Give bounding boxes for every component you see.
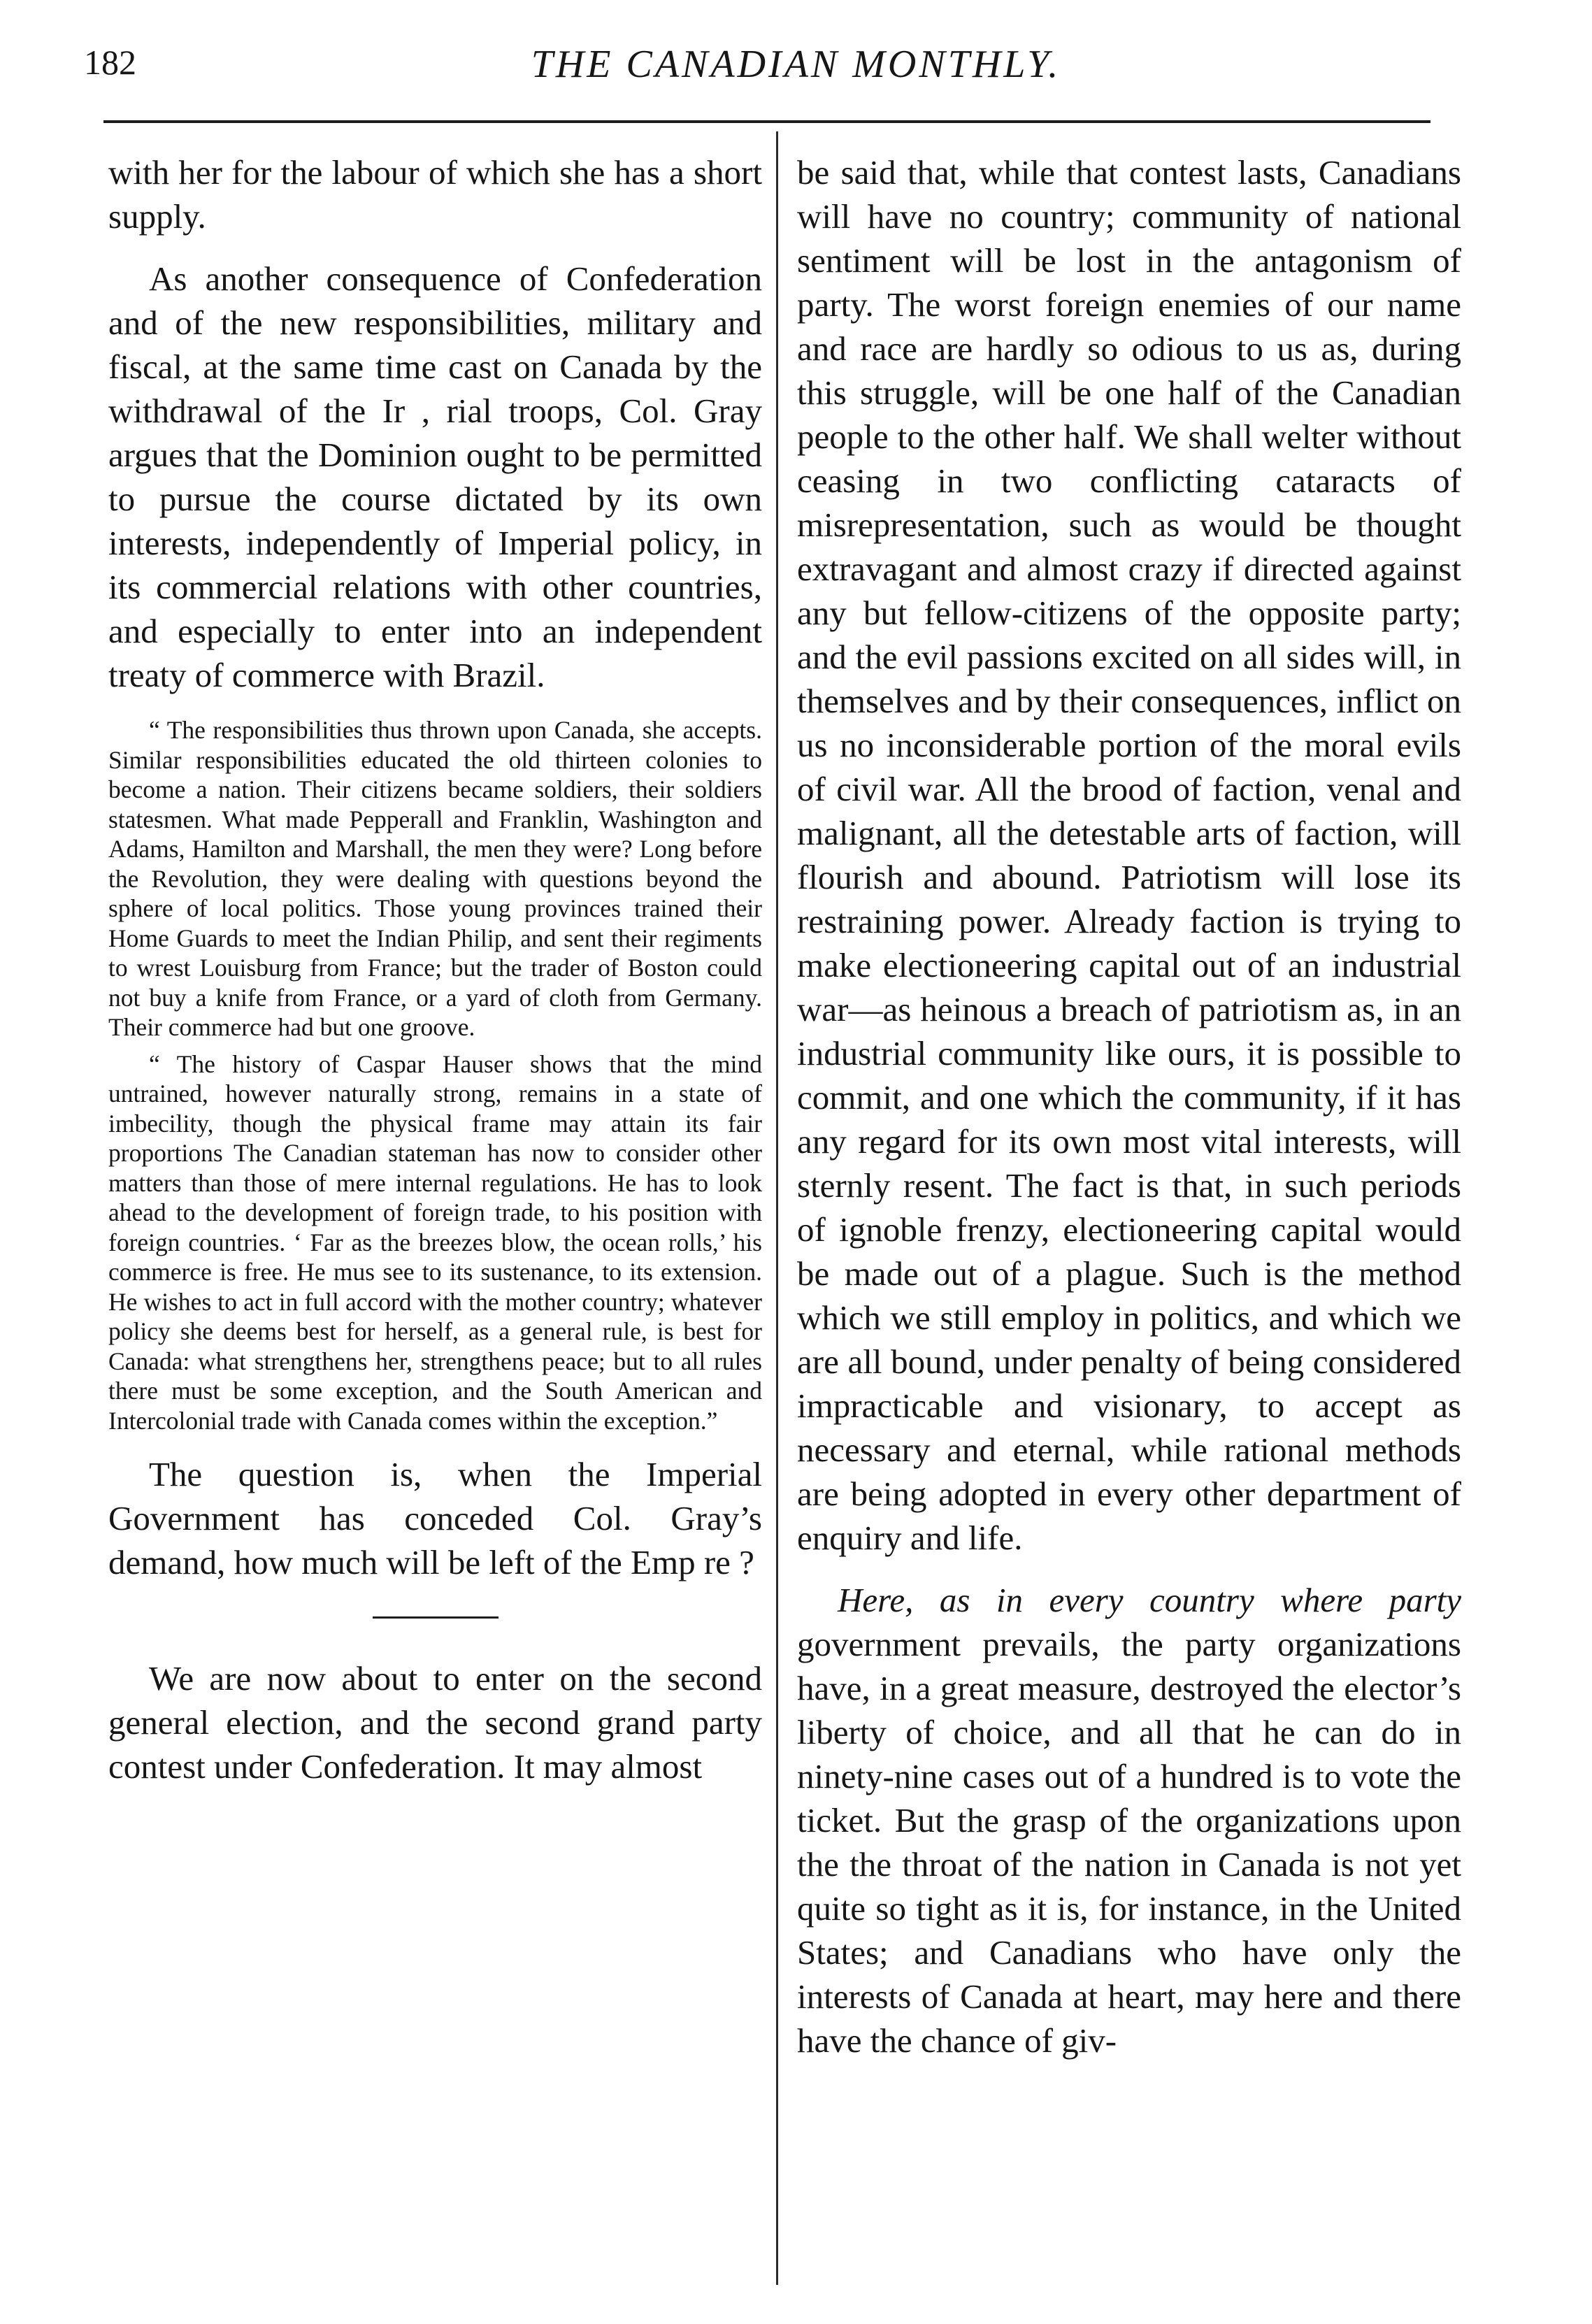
quote-paragraph-responsibilities: “ The responsibilities thus thrown upon Canada, she accepts. Similar responsibilities educated the old thirteen colonies to become a nation. Their citizens became soldiers, their soldiers statesmen. What made Pepperall and Franklin, Washington and Adams, Hamilton and Marshall, the men they were? Long before the Revolution, they were dealing with questions beyond the sphere of local politics. Those young provinces trained their Home Guards to meet the Indian Philip, and sent their regiments to wrest Louisburg from France; but the trader of Boston could not buy a knife from France, or a yard of cloth from Germany. Their commerce had but one groove. (108, 716, 762, 1041)
block-quote (108, 715, 762, 1435)
quote-paragraph-caspar-hauser: “ The history of Caspar Hauser shows that the mind untrained, however naturally strong, remains in a state of imbecility, though the physical frame may attain its fair proportions The Canadian stateman has now to consider other matters than those of mere internal regulations. He has to look ahead to the development of foreign trade, to his position with foreign countries. ‘ Far as the breezes blow, the ocean rolls,’ his commerce is free. He mus see to its sustenance, to its extension. He wishes to act in full accord with the mother country; whatever policy she deems best for herself, as a general rule, is best for Canada: what strengthens her, strengthens peace; but to all rules there must be some exception, and the South American and Intercolonial trade with Canada comes within the exception.” (108, 1049, 762, 1435)
header-rule (103, 120, 1430, 123)
paragraph-party-contest: be said that, while that contest lasts, Canadians will have no country; community of national sentiment will be lost in the antagonism of party. The worst foreign enemies of our name and race are hardly so odious to us as, during this struggle, will be one half of the Canadian people to the other half. We shall welter without ceasing in two conflicting cataracts of misrepresentation, such as would be thought extravagant and almost crazy if directed against any but fellow-citizens of the opposite party; and the evil passions excited on all sides will, in themselves and by their consequences, inflict on us no inconsiderable portion of the moral evils of civil war. All the brood of faction, venal and malignant, all the detestable arts of faction, will flourish and abound. Patriotism will lose its restraining power. Already faction is trying to make electioneering capital out of an industrial war—as heinous a breach of patriotism as, in an industrial community like ours, it is possible to commit, and one which the community, if it has any regard for its own most vital interests, will sternly resent. The fact is that, in such periods of ignoble frenzy, electioneering capital would be made out of a plague. Such is the method which we still employ in politics, and which we are all bound, under penalty of being considered impracticable and visionary, to accept as necessary and eternal, while rational methods are being adopted in every other department of enquiry and life. (797, 153, 1461, 1557)
running-head-title: THE CANADIAN MONTHLY. (531, 43, 1061, 86)
column-divider (776, 131, 778, 2285)
italic-lead-in: Here, as in every country where party (838, 1581, 1461, 1619)
section-divider (373, 1616, 499, 1619)
paragraph-imperial-question: The question is, when the Imperial Government has conceded Col. Gray’s demand, how much will be left of the Emp re ? (108, 1455, 762, 1581)
paragraph-text: government prevails, the party organizations have, in a great measure, destroyed the elector’s liberty of choice, and all that he can do in ninety-nine cases out of a hundred is to vote the ticket. But the grasp of the organizations upon the the throat of the nation in Canada is not yet quite so tight as it is, for instance, in the United States; and Canadians who have only the interests of Canada at heart, may here and there have the chance of giv- (797, 1625, 1461, 2060)
paragraph-general-election: We are now about to enter on the second general election, and the second grand party contest under Confederation. It may almost (108, 1659, 762, 1786)
paragraph-party-organizations (797, 1578, 1461, 2063)
right-column (797, 150, 1461, 2063)
page-number: 182 (84, 43, 136, 82)
paragraph-continued: with her for the labour of which she has a short supply. (108, 153, 762, 236)
left-column (108, 150, 762, 1788)
paragraph-confederation: As another consequence of Confederation and of the new responsibilities, military and fiscal, at the same time cast on Canada by the withdrawal of the Ir , rial troops, Col. Gray argues that the Dominion ought to be permitted to pursue the course dictated by its own interests, independently of Imperial policy, in its commercial relations with other countries, and especially to enter into an independent treaty of commerce with Brazil. (108, 259, 762, 694)
